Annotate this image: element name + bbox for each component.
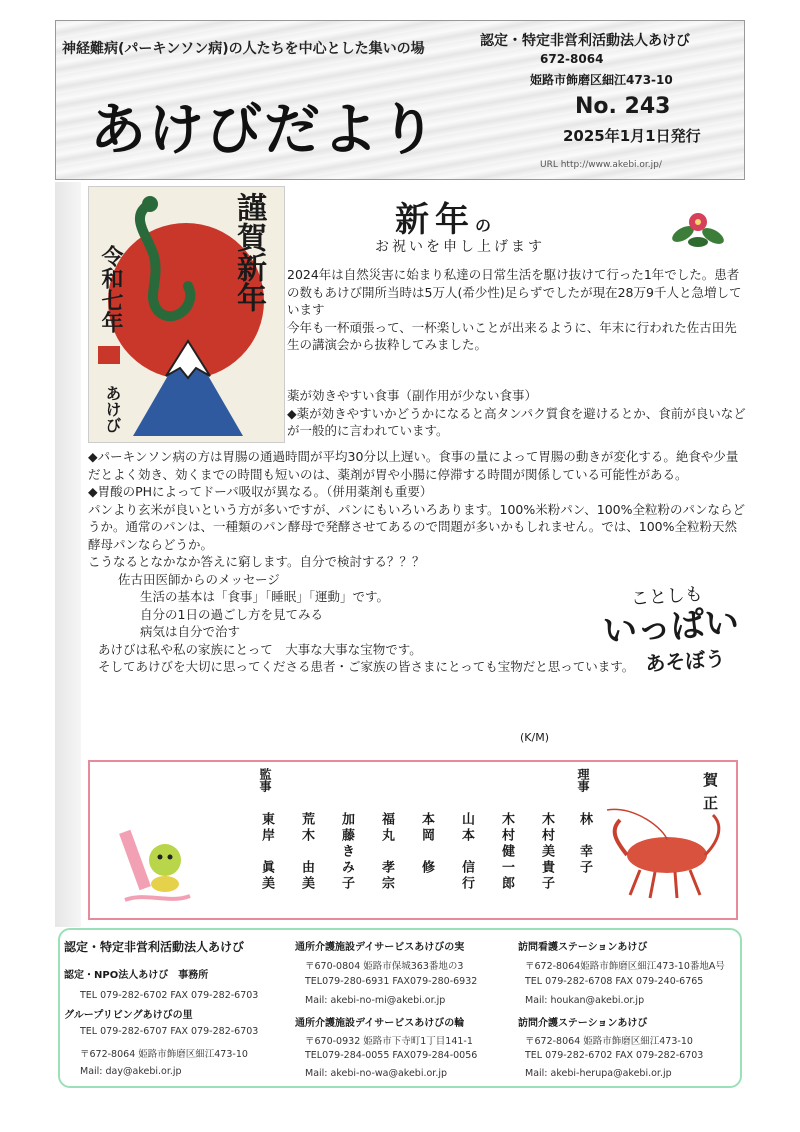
footer-visit2-addr: 〒672-8064 姫路市飾磨区細江473-10 xyxy=(525,1036,693,1047)
closing-line: あけびは私や私の家族にとって 大事な大事な宝物です。 xyxy=(98,641,422,657)
drug-text: ◆薬が効きやすいかどうかになると高タンパク質食を避けるとか、食前が良いなどが一般的に言われています。 xyxy=(287,405,746,438)
header-zip: 672-8064 xyxy=(540,52,604,66)
footer-visit1-mail[interactable]: Mail: houkan@akebi.or.jp xyxy=(525,995,645,1006)
header-org-name: 認定・特定非営利活動法人あけび xyxy=(480,33,690,49)
intro-paragraph: 2024年は自然災害に始まり私達の日常生活を駆け抜けて行った1年でした。患者の数もあけび開所当時は5万人(希少性)足らずでしたが現在28万9千人と急増しています xyxy=(287,267,742,317)
kotoshi-calligraphy xyxy=(600,577,742,679)
new-year-title-suffix: の xyxy=(475,216,492,235)
message-line: 病気は自分で治す xyxy=(140,624,241,639)
footer-day1-addr: 〒670-0804 姫路市保城363番地の3 xyxy=(305,961,464,972)
seal-stamp xyxy=(98,346,120,364)
snake-head-shape xyxy=(142,196,158,212)
header-tagline: 神経難病(パーキンソン病)の人たちを中心とした集いの場 xyxy=(62,41,425,57)
message-line: 生活の基本は「食事」「睡眠」「運動」です。 xyxy=(140,589,390,604)
footer-group-title: グループリビングあけびの里 xyxy=(64,1010,193,1021)
card-sign-text: あけび xyxy=(103,385,122,433)
footer-visit2-title: 訪問介護ステーションあけび xyxy=(518,1018,648,1029)
footer-visit2-tel: TEL 079-282-6702 FAX 079-282-6703 xyxy=(525,1050,704,1061)
article-paragraph: ◆パーキンソン病の方は胃腸の通過時間が平均30分以上遅い。食事の量によって胃腸の動きが変化する。絶食や少量だとよく効き、効くまでの時間も短いのは、薬剤が胃や小腸に停滞する時間が関係している可能性がある。 xyxy=(88,449,739,482)
message-line: 自分の1日の過ごし方を見てみる xyxy=(140,606,323,622)
intro-paragraphs xyxy=(287,266,747,354)
author-initials: (K/M) xyxy=(520,731,549,744)
footer-group-mail[interactable]: Mail: day@akebi.or.jp xyxy=(80,1066,182,1077)
footer-day2-addr: 〒670-0932 姫路市下寺町1丁目141-1 xyxy=(305,1036,473,1047)
article-heading: ◆胃酸のPHによってドーパ吸収が異なる。（併用薬剤も重要） xyxy=(88,484,433,499)
article-paragraph: こうなるとなかなか答えに窮します。自分で検討する？？？ xyxy=(88,554,425,569)
footer-visit1-addr: 〒672-8064姫路市飾磨区細江473-10番地A号 xyxy=(525,961,725,972)
new-year-title-main: 新年 xyxy=(395,200,475,240)
director-role-riji: 理事 xyxy=(576,768,590,792)
director-name: 山本 信行 xyxy=(459,812,474,892)
left-decor-strip xyxy=(55,182,81,927)
new-year-title xyxy=(395,192,491,241)
kotoshi-line-2: いっぱい xyxy=(601,602,741,652)
director-name: 東岸 眞美 xyxy=(259,812,274,892)
footer-day2-title: 通所介護施設デイサービスあけびの輪 xyxy=(295,1018,465,1029)
footer-visit2-mail[interactable]: Mail: akebi-herupa@akebi.or.jp xyxy=(525,1068,672,1079)
lobster-illustration xyxy=(605,800,730,905)
card-era-text: 令和七年 xyxy=(98,245,124,333)
new-year-subtitle: お祝いを申し上げます xyxy=(375,239,545,255)
director-role-kanji: 監事 xyxy=(258,768,272,792)
footer-day1-mail[interactable]: Mail: akebi-no-mi@akebi.or.jp xyxy=(305,995,446,1006)
issue-number: No. 243 xyxy=(575,94,671,119)
director-name: 木村美貴子 xyxy=(539,812,554,892)
director-name: 木村健一郎 xyxy=(499,812,514,892)
director-name: 林 幸子 xyxy=(577,812,592,876)
drug-heading: 薬が効きやすい食事（副作用が少ない食事） xyxy=(287,388,538,403)
director-name: 荒木 由美 xyxy=(299,812,314,892)
snake-pencil-mascot-icon xyxy=(115,820,195,910)
director-name: 福丸 孝宗 xyxy=(379,812,394,892)
message-heading: 佐古田医師からのメッセージ xyxy=(118,571,280,587)
kotoshi-line-3: あそぼう xyxy=(644,646,727,676)
footer-office-tel: TEL 079-282-6702 FAX 079-282-6703 xyxy=(80,990,259,1001)
camellia-icon xyxy=(668,204,728,252)
issue-date: 2025年1月1日発行 xyxy=(563,127,701,145)
header-address: 姫路市飾磨区細江473-10 xyxy=(530,73,673,87)
kotoshi-line-1: ことしも xyxy=(630,583,704,610)
footer-group-addr: 〒672-8064 姫路市飾磨区細江473-10 xyxy=(80,1049,248,1060)
card-kinga-text: 謹賀新年 xyxy=(231,192,266,312)
intro-paragraph: 今年も一杯頑張って、一杯楽しいことが出来るように、年末に行われた佐古田先生の講演会から抜粋してみました。 xyxy=(287,319,737,352)
article-paragraph: パンより玄米が良いという方が多いですが、パンにもいろいろあります。100%米粉パン、100%全粒粉のパンならどうか。通常のパンは、一種類のパン酵母で発酵させてあるので問題が多いかもしれません。では、100%全粒粉天然酵母パンならどうか。 xyxy=(88,501,745,552)
footer-day2-mail[interactable]: Mail: akebi-no-wa@akebi.or.jp xyxy=(305,1068,448,1079)
gashou-greeting: 賀正 xyxy=(701,772,719,818)
footer-day1-tel: TEL079-280-6931 FAX079-280-6932 xyxy=(305,976,478,987)
footer-day1-title: 通所介護施設デイサービスあけびの実 xyxy=(295,942,465,953)
footer-visit1-title: 訪問看護ステーションあけび xyxy=(518,942,648,953)
footer-day2-tel: TEL079-284-0055 FAX079-284-0056 xyxy=(305,1050,478,1061)
closing-line: そしてあけびを大切に思ってくださる患者・ご家族の皆さまにとっても宝物だと思っています。 xyxy=(98,659,635,674)
footer-office-title: 認定・NPO法人あけび 事務所 xyxy=(64,970,209,981)
director-name: 本岡 修 xyxy=(419,812,434,876)
director-name: 加藤きみ子 xyxy=(339,812,354,892)
footer-org-title: 認定・特定非営利活動法人あけび xyxy=(64,940,245,954)
drug-section xyxy=(287,387,747,440)
footer-group-tel: TEL 079-282-6707 FAX 079-282-6703 xyxy=(80,1026,259,1037)
header-url[interactable]: URL http://www.akebi.or.jp/ xyxy=(540,160,662,170)
masthead-title: あけびだより xyxy=(90,98,438,163)
footer-visit1-tel: TEL 079-282-6708 FAX 079-240-6765 xyxy=(525,976,704,987)
